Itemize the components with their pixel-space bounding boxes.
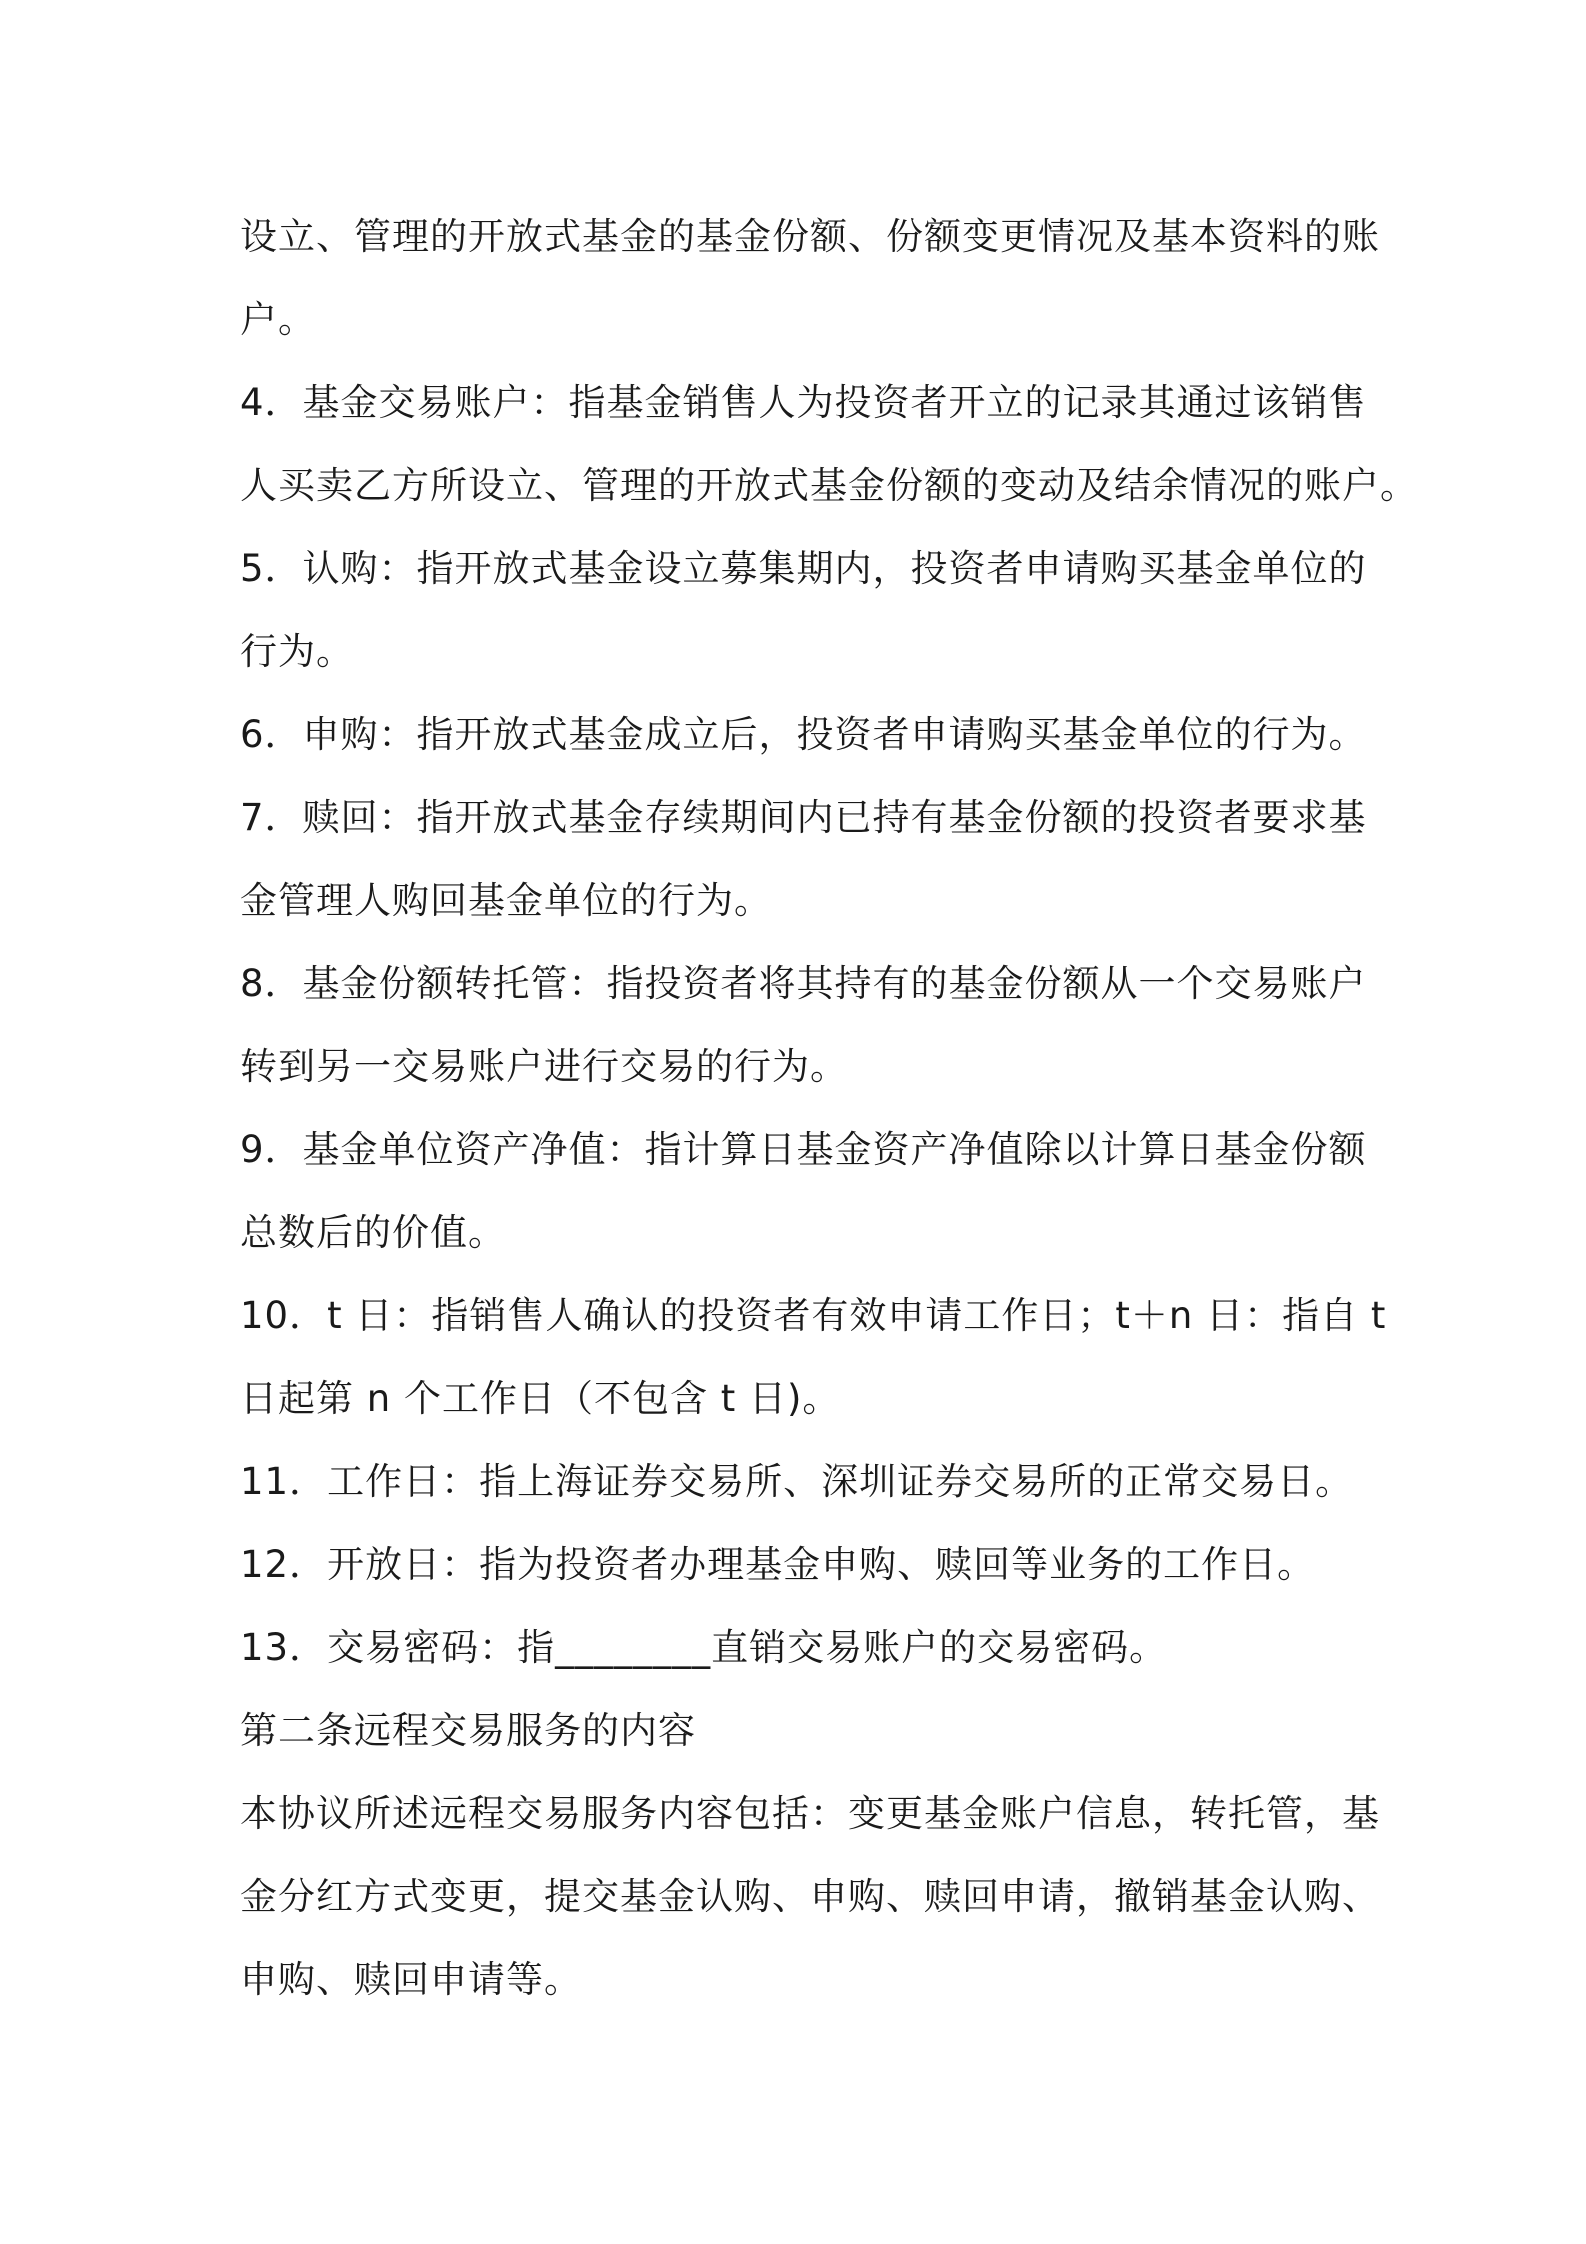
section-heading: 第二条远程交易服务的内容 bbox=[240, 1709, 696, 1752]
text-line: 本协议所述远程交易服务内容包括：变更基金账户信息，转托管，基 bbox=[240, 1792, 1380, 1835]
text-line: 5．认购：指开放式基金设立募集期内，投资者申请购买基金单位的 bbox=[240, 547, 1367, 590]
text-line: 申购、赎回申请等。 bbox=[240, 1958, 582, 2001]
text-line: 6．申购：指开放式基金成立后，投资者申请购买基金单位的行为。 bbox=[240, 713, 1367, 756]
text-line: 转到另一交易账户进行交易的行为。 bbox=[240, 1045, 848, 1088]
text-line: 金管理人购回基金单位的行为。 bbox=[240, 879, 772, 922]
text-line: 8．基金份额转托管：指投资者将其持有的基金份额从一个交易账户 bbox=[240, 962, 1367, 1005]
text-line: 12．开放日：指为投资者办理基金申购、赎回等业务的工作日。 bbox=[240, 1543, 1316, 1586]
text-line: 设立、管理的开放式基金的基金份额、份额变更情况及基本资料的账 bbox=[240, 215, 1380, 258]
text-line: 9．基金单位资产净值：指计算日基金资产净值除以计算日基金份额 bbox=[240, 1128, 1367, 1171]
text-line: 金分红方式变更，提交基金认购、申购、赎回申请，撤销基金认购、 bbox=[240, 1875, 1380, 1918]
text-line: 总数后的价值。 bbox=[240, 1211, 506, 1254]
text-line: 户。 bbox=[240, 298, 316, 341]
text-line: 13．交易密码：指________直销交易账户的交易密码。 bbox=[240, 1626, 1168, 1669]
text-line: 4．基金交易账户：指基金销售人为投资者开立的记录其通过该销售 bbox=[240, 381, 1367, 424]
text-line: 行为。 bbox=[240, 630, 354, 673]
text-line: 人买卖乙方所设立、管理的开放式基金份额的变动及结余情况的账户。 bbox=[240, 464, 1418, 507]
text-line: 11．工作日：指上海证券交易所、深圳证券交易所的正常交易日。 bbox=[240, 1460, 1354, 1503]
text-line: 10．t 日：指销售人确认的投资者有效申请工作日；t＋n 日：指自 t bbox=[240, 1294, 1387, 1337]
text-line: 7．赎回：指开放式基金存续期间内已持有基金份额的投资者要求基 bbox=[240, 796, 1367, 839]
text-line: 日起第 n 个工作日（不包含 t 日)。 bbox=[240, 1377, 841, 1420]
document-body bbox=[240, 195, 1418, 2021]
